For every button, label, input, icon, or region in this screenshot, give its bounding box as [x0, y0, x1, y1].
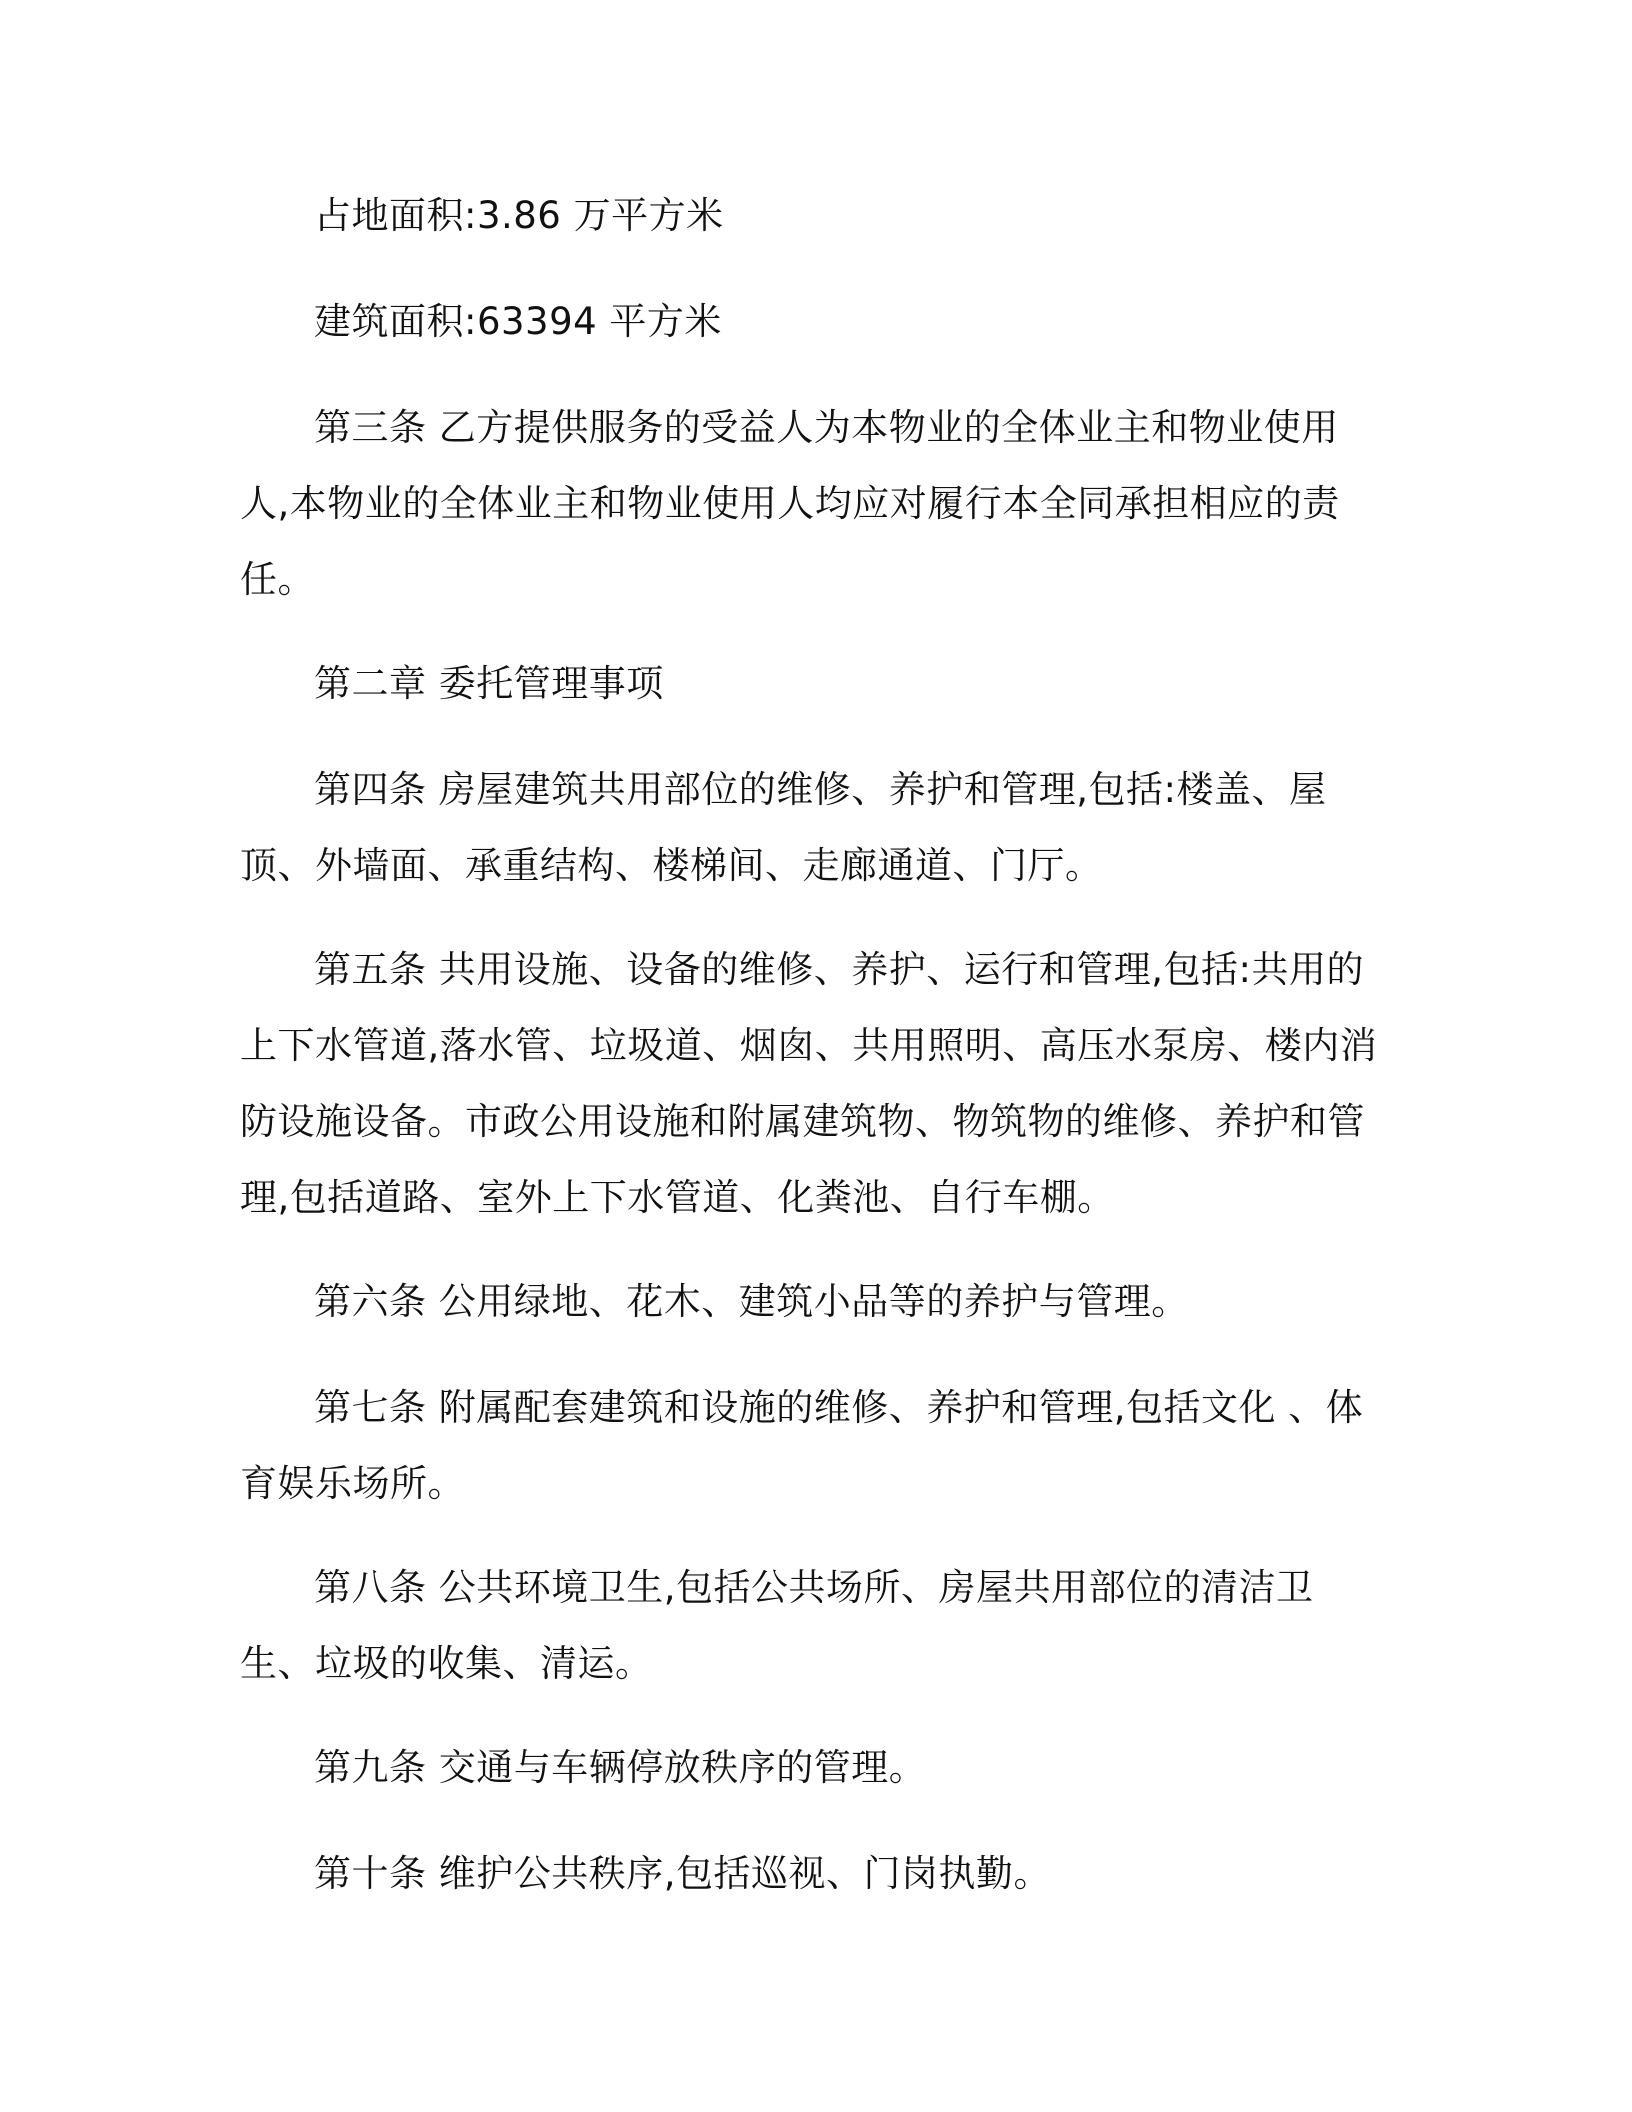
- article-3: 第三条 乙方提供服务的受益人为本物业的全体业主和物业使用人,本物业的全体业主和物业使用人均应对履行本全同承担相应的责任。: [240, 406, 1340, 601]
- article-10: 第十条 维护公共秩序,包括巡视、门岗执勤。: [314, 1852, 1052, 1895]
- article-6: 第六条 公用绿地、花木、建筑小品等的养护与管理。: [314, 1280, 1189, 1323]
- document-body: [240, 178, 1380, 1942]
- building-area-line: 建筑面积:63394 平方米: [314, 300, 722, 343]
- article-9: 第九条 交通与车辆停放秩序的管理。: [314, 1746, 927, 1789]
- article-4: 第四条 房屋建筑共用部位的维修、养护和管理,包括:楼盖、屋顶、外墙面、承重结构、楼梯间、走廊通道、门厅。: [240, 768, 1327, 887]
- chapter-2-heading: 第二章 委托管理事项: [314, 662, 664, 705]
- land-area-line: 占地面积:3.86 万平方米: [314, 194, 724, 237]
- article-5: 第五条 共用设施、设备的维修、养护、运行和管理,包括:共用的上下水管道,落水管、垃圾道、烟囱、共用照明、高压水泵房、楼内消防设施设备。市政公用设施和附属建筑物、物筑物的维修、养护和管理,包括道路、室外上下水管道、化粪池、自行车棚。: [240, 948, 1378, 1219]
- article-8: 第八条 公共环境卫生,包括公共场所、房屋共用部位的清洁卫生、垃圾的收集、清运。: [240, 1566, 1314, 1685]
- article-7: 第七条 附属配套建筑和设施的维修、养护和管理,包括文化 、体育娱乐场所。: [240, 1386, 1364, 1505]
